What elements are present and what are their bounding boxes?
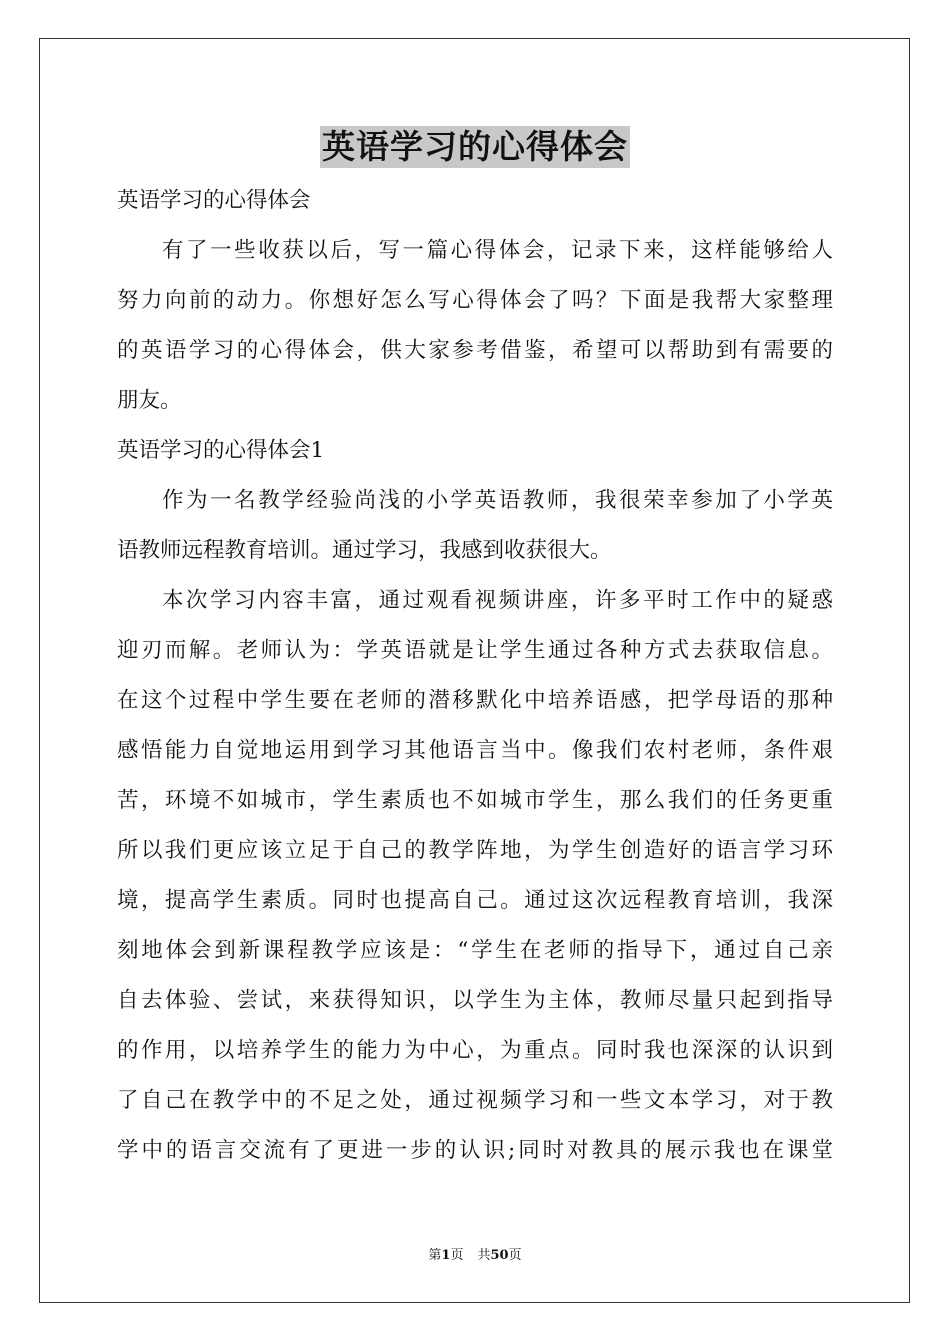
body-line: 了自己在教学中的不足之处，通过视频学习和一些文本学习，对于教 — [117, 1088, 833, 1113]
document-title: 英语学习的心得体会 — [322, 127, 628, 166]
body-line: 所以我们更应该立足于自己的教学阵地，为学生创造好的语言学习环 — [117, 838, 833, 863]
body-line: 英语学习的心得体会 — [117, 188, 311, 213]
body-line: 语教师远程教育培训。通过学习，我感到收获很大。 — [117, 538, 612, 563]
footer-page-prefix: 第 — [428, 1248, 442, 1263]
title-container — [0, 126, 950, 168]
footer-page-current: 1 — [441, 1248, 451, 1263]
body-line: 感悟能力自觉地运用到学习其他语言当中。像我们农村老师，条件艰 — [117, 738, 833, 763]
body-line: 学中的语言交流有了更进一步的认识;同时对教具的展示我也在课堂 — [117, 1138, 833, 1163]
body-line: 努力向前的动力。你想好怎么写心得体会了吗？下面是我帮大家整理 — [117, 288, 833, 313]
body-line: 作为一名教学经验尚浅的小学英语教师，我很荣幸参加了小学英 — [162, 488, 833, 513]
body-line: 在这个过程中学生要在老师的潜移默化中培养语感，把学母语的那种 — [117, 688, 833, 713]
document-body — [117, 176, 833, 1176]
body-line: 的作用，以培养学生的能力为中心，为重点。同时我也深深的认识到 — [117, 1038, 833, 1063]
body-line: 英语学习的心得体会1 — [117, 438, 325, 463]
footer-page-total: 50 — [490, 1248, 509, 1263]
body-line: 朋友。 — [117, 388, 182, 413]
footer-page-unit: 页 — [450, 1248, 464, 1263]
footer-total-prefix: 共 — [477, 1248, 491, 1263]
body-line: 自去体验、尝试，来获得知识，以学生为主体，教师尽量只起到指导 — [117, 988, 833, 1013]
body-line: 苦，环境不如城市，学生素质也不如城市学生，那么我们的任务更重 — [117, 788, 833, 813]
body-line: 迎刃而解。老师认为：学英语就是让学生通过各种方式去获取信息。 — [117, 638, 833, 663]
page-footer — [0, 1247, 950, 1265]
body-line: 本次学习内容丰富，通过观看视频讲座，许多平时工作中的疑惑 — [162, 588, 833, 613]
body-line: 刻地体会到新课程教学应该是：“学生在老师的指导下，通过自己亲 — [117, 938, 833, 963]
footer-total-unit: 页 — [508, 1248, 522, 1263]
body-line: 的英语学习的心得体会，供大家参考借鉴，希望可以帮助到有需要的 — [117, 338, 833, 363]
body-line: 有了一些收获以后，写一篇心得体会，记录下来，这样能够给人 — [162, 238, 833, 263]
body-line: 境，提高学生素质。同时也提高自己。通过这次远程教育培训，我深 — [117, 888, 833, 913]
